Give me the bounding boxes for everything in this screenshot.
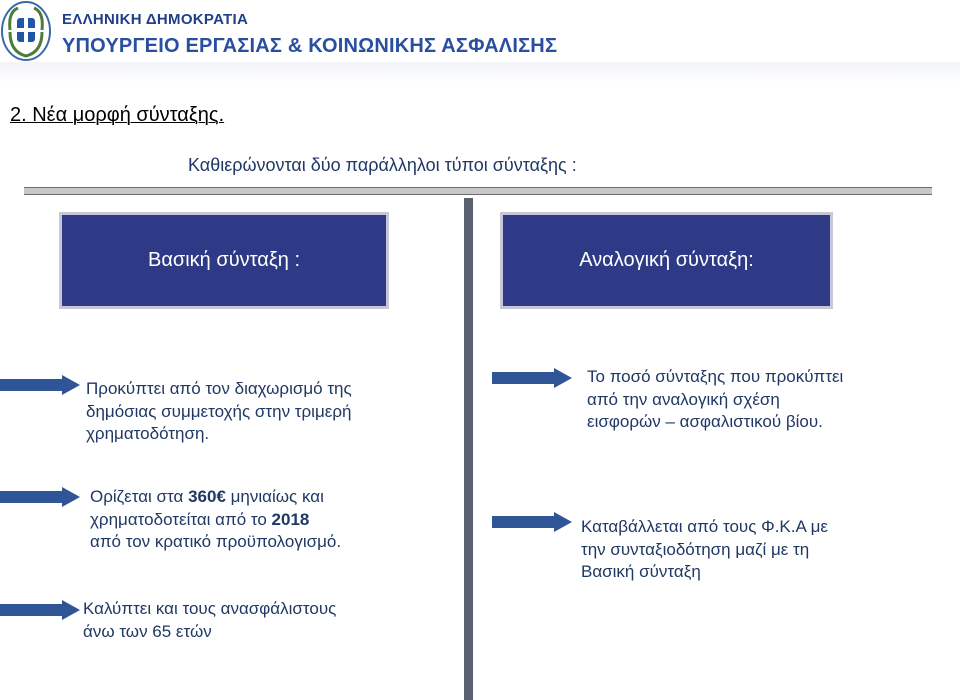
text-line: Καλύπτει και τους ανασφάλιστους xyxy=(83,599,337,618)
horizontal-divider xyxy=(24,187,932,195)
proportional-pension-box xyxy=(500,212,833,309)
text-line: Το ποσό σύνταξης που προκύπτει xyxy=(587,367,844,386)
arrow-right-icon xyxy=(0,600,80,620)
intro-text: Καθιερώνονται δύο παράλληλοι τύποι σύνταξης : xyxy=(188,155,577,175)
basic-pension-label: Βασική σύνταξη : xyxy=(147,249,301,271)
text-line: Καταβάλλεται από τους Φ.Κ.Α με xyxy=(581,517,828,536)
proportional-pension-label: Αναλογική σύνταξη: xyxy=(579,249,754,271)
text-line: χρηματοδότηση. xyxy=(86,424,210,443)
text-line: την συνταξιοδότηση μαζί με τη xyxy=(581,539,810,559)
arrow-right-icon xyxy=(492,368,572,388)
text-line: από τον κρατικό προϋπολογισμό. xyxy=(90,532,342,551)
proportional-pension-point-2 xyxy=(581,516,921,584)
greek-coat-of-arms-icon xyxy=(0,0,52,62)
header-ministry-title: ΥΠΟΥΡΓΕΙΟ ΕΡΓΑΣΙΑΣ & ΚΟΙΝΩΝΙΚΗΣ ΑΣΦΑΛΙΣΗΣ xyxy=(62,35,558,57)
text-line: άνω των 65 ετών xyxy=(83,621,212,641)
text-line: χρηματοδοτείται από το 2018 xyxy=(90,509,310,529)
basic-pension-point-1 xyxy=(86,378,458,446)
basic-pension-point-2 xyxy=(90,486,408,554)
year-value: 2018 xyxy=(271,509,310,529)
text-line: εισφορών – ασφαλιστικού βίου. xyxy=(587,412,823,431)
text-line: δημόσιας συμμετοχής στην τριμερή xyxy=(86,401,352,421)
text-line: από την αναλογική σχέση xyxy=(587,389,780,409)
arrow-right-icon xyxy=(0,375,80,395)
section-title: 2. Νέα μορφή σύνταξης. xyxy=(10,104,225,126)
vertical-divider xyxy=(464,198,473,700)
basic-pension-point-3 xyxy=(83,598,413,643)
text-line: Βασική σύνταξη xyxy=(581,562,701,581)
text-line: Προκύπτει από τον διαχωρισμό της xyxy=(86,379,352,398)
amount-value: 360€ xyxy=(188,487,226,506)
basic-pension-box xyxy=(59,212,389,309)
header-band xyxy=(0,62,960,84)
proportional-pension-point-1 xyxy=(587,366,917,434)
text-line: Ορίζεται στα 360€ μηνιαίως και xyxy=(90,487,324,506)
arrow-right-icon xyxy=(492,512,572,532)
arrow-right-icon xyxy=(0,487,80,507)
header-line1: ΕΛΛΗΝΙΚΗ ΔΗΜΟΚΡΑΤΙΑ xyxy=(62,11,249,28)
